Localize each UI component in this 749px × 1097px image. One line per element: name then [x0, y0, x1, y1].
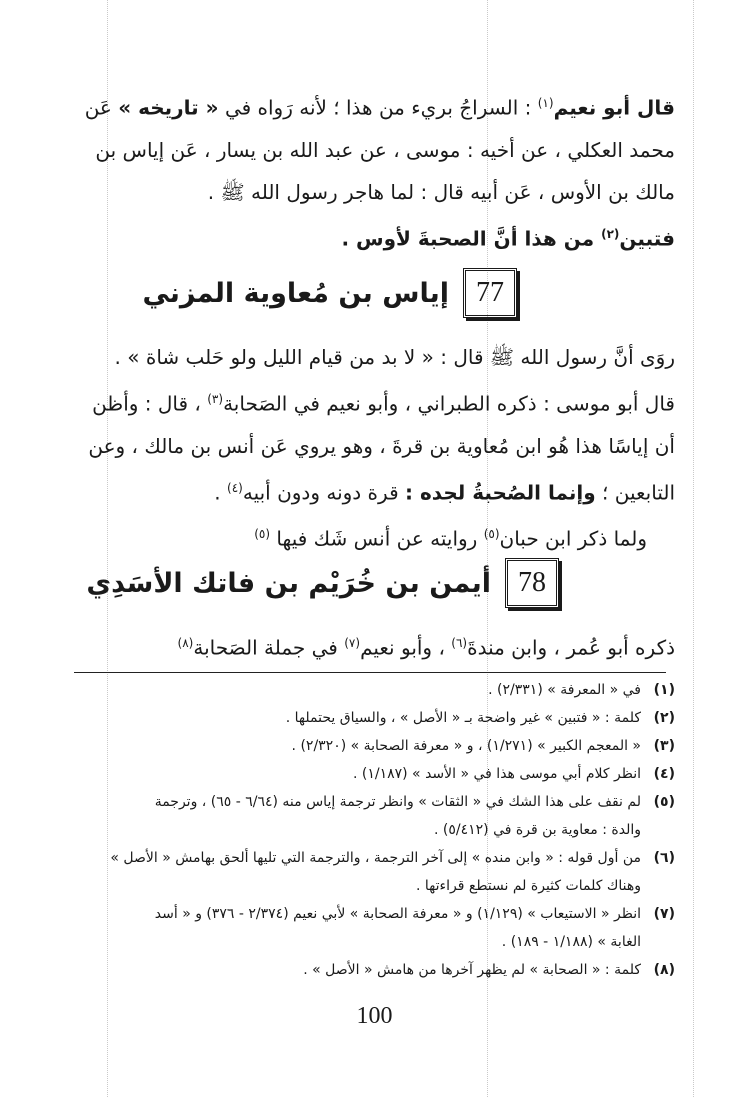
- text-segment: ، وأبو نعيم: [360, 635, 445, 660]
- text-line: [74, 213, 675, 260]
- footnote-number: (١): [653, 682, 675, 698]
- source-title: « تاريخه »: [118, 95, 219, 120]
- footnote-separator: [74, 672, 666, 673]
- entry-title: إياس بن مُعاوية المزني: [142, 277, 449, 309]
- text-segment: عَن: [84, 95, 112, 120]
- paragraph-section-1: [74, 82, 675, 259]
- footnote-text: انظر كلام أبي موسى هذا في « الأسد » (١/١٨٧) .: [352, 766, 641, 782]
- footnote-item: [74, 732, 675, 760]
- entry-number-box: 77: [463, 268, 517, 318]
- scan-guide-line: [693, 0, 694, 1097]
- page-number: 100: [356, 1003, 393, 1029]
- text-segment: .: [214, 480, 221, 505]
- text-segment: فتبين: [619, 226, 675, 251]
- text-segment: من هذا أنَّ الصحبةَ لأوس .: [341, 226, 595, 251]
- footnote-continuation: وهناك كلمات كثيرة لم نستطع قراءتها .: [416, 878, 641, 894]
- footnote-text: من أول قوله : « وابن منده » إلى آخر الترجمة ، والترجمة التي تليها ألحق بهامش « الأصل »: [110, 850, 641, 866]
- footnote-text: في « المعرفة » (٢/٣٣١) .: [488, 682, 641, 698]
- footnote-ref: (٦): [451, 636, 468, 650]
- footnote-item: [74, 760, 675, 788]
- text-segment: قرة دونه ودون أبيه: [242, 480, 399, 505]
- footnote-item: [74, 900, 675, 928]
- text-line: [74, 467, 675, 514]
- footnote-item: [74, 956, 675, 984]
- entry-number-box: 78: [505, 558, 559, 608]
- text-segment: روايته عن أنس شَك فيها: [276, 526, 478, 551]
- text-line: محمد العكلي ، عن أخيه : موسى ، عن عبد الله بن يسار ، عَن إياس بن: [95, 137, 675, 162]
- footnote-item: [74, 676, 675, 704]
- footnote-number: (٤): [653, 766, 675, 782]
- footnote-number: (٣): [653, 738, 675, 754]
- footnote-text: انظر « الاستيعاب » (١/١٢٩) و « معرفة الصحابة » لأبي نعيم (٢/٣٧٤ - ٣٧٦) و « أسد: [154, 906, 641, 922]
- text-segment: : السراجُ بريء من هذا ؛ لأنه رَواه في: [224, 95, 532, 120]
- footnote-text: كلمة : « الصحابة » لم يظهر آخرها من هامش « الأصل » .: [303, 962, 641, 978]
- text-line: مالك بن الأوس ، عَن أبيه قال : لما هاجر رسول الله ﷺ .: [207, 179, 675, 204]
- text-line: أن إياسًا هذا هُو ابن مُعاوية بن قرةَ ، وهو يروي عَن أنس بن مالك ، وعن: [88, 433, 675, 458]
- entry-heading-77: [142, 268, 517, 318]
- footnote-ref: (٥): [483, 527, 500, 542]
- footnote-ref: (١): [537, 96, 554, 110]
- text-segment: قال أبو موسى : ذكره الطبراني ، وأبو نعيم في الصَحابة: [223, 391, 675, 416]
- text-segment: ، قال : وأظن: [92, 391, 201, 416]
- text-line: روَى أنَّ رسول الله ﷺ قال : « لا بد من قيام الليل ولو حَلب شاة » .: [114, 345, 675, 369]
- footnote-number: (٢): [653, 710, 675, 726]
- footnote-item: [74, 788, 675, 816]
- footnote-continuation: الغابة » (١/١٨٨ - ١٨٩) .: [501, 934, 641, 950]
- footnote-text: « المعجم الكبير » (١/٢٧١) ، و « معرفة الصحابة » (٢/٣٢٠) .: [291, 738, 641, 754]
- footnote-text: لم نقف على هذا الشك في « الثقات » وانظر ترجمة إياس منه (٦/٦٤ - ٦٥) ، وترجمة: [154, 794, 641, 810]
- footnote-ref: (٨): [177, 636, 194, 650]
- entry-title: أيمن بن خُرَيْم بن فاتك الأسَدِي: [86, 567, 491, 599]
- paragraph-section-2: [74, 336, 675, 560]
- text-segment: ولما ذكر ابن حبان: [499, 526, 647, 551]
- footnote-item: [74, 704, 675, 732]
- text-line: [74, 513, 675, 560]
- footnote-ref: (٢): [601, 226, 620, 241]
- footnote-text: كلمة : « فتبين » غير واضحة بـ « الأصل » ، والسياق يحتملها .: [285, 710, 641, 726]
- entry-heading-78: [86, 558, 559, 608]
- footnote-number: (٦): [653, 850, 675, 866]
- footnote-continuation: والدة : معاوية بن قرة في (٥/٤١٢) .: [434, 822, 641, 838]
- text-line: [74, 82, 675, 129]
- paragraph-section-3: [74, 622, 675, 669]
- text-segment: التابعين ؛: [602, 480, 675, 505]
- narrator-name: قال أبو نعيم: [553, 95, 675, 120]
- footnote-number: (٥): [653, 794, 675, 810]
- text-line: [74, 622, 675, 669]
- footnote-ref: (٥): [254, 527, 271, 542]
- text-segment: في جملة الصَحابة: [193, 635, 338, 660]
- emphasis-text: وإنما الصُحبةُ لجده :: [405, 480, 596, 505]
- footnote-item: [74, 844, 675, 872]
- footnote-ref: (٣): [207, 392, 224, 406]
- footnotes: [74, 676, 675, 984]
- text-segment: ذكره أبو عُمر ، وابن مندةَ: [467, 635, 675, 660]
- footnote-number: (٧): [653, 906, 675, 922]
- footnote-number: (٨): [653, 962, 675, 978]
- footnote-ref: (٤): [227, 480, 243, 495]
- footnote-ref: (٧): [344, 636, 361, 650]
- text-line: [74, 378, 675, 425]
